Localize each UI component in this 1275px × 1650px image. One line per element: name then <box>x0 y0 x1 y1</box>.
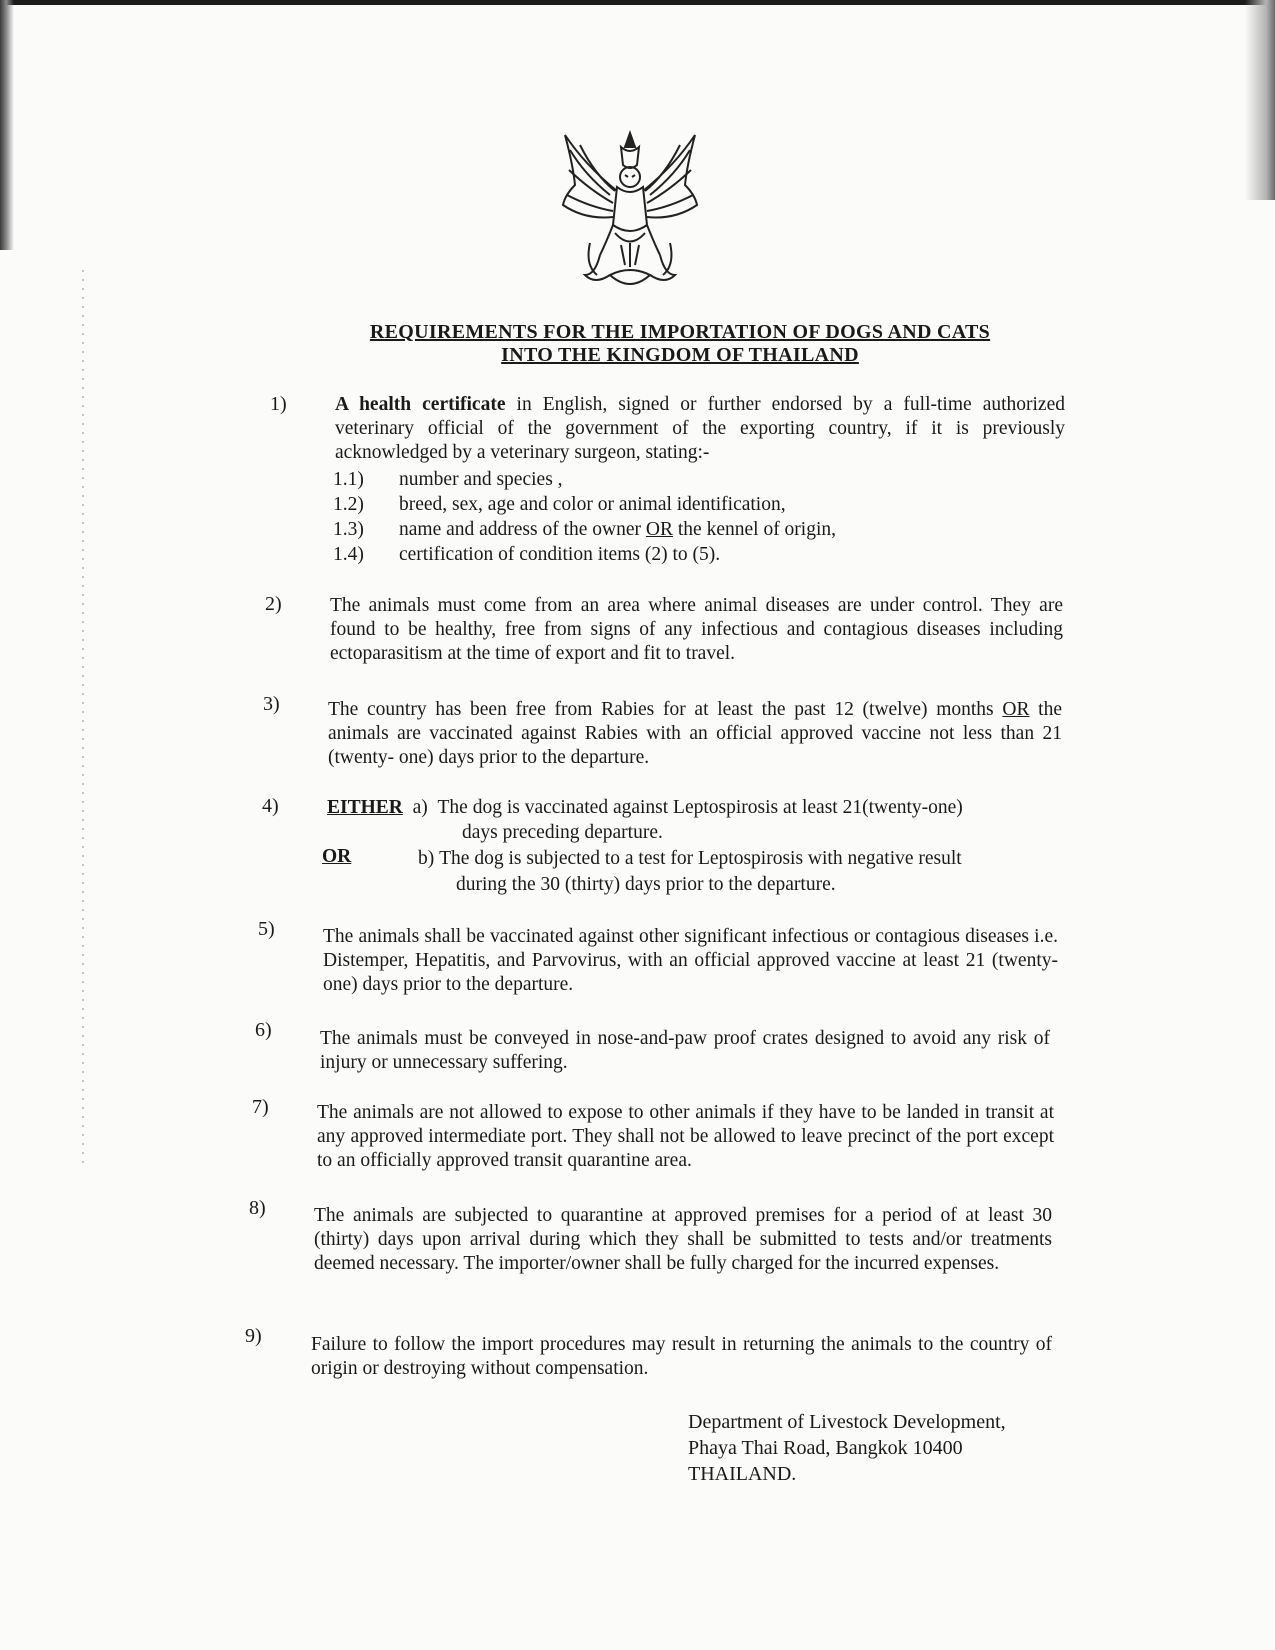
item-number: 1) <box>270 393 287 415</box>
subitem-text: name and address of the owner <box>399 519 646 540</box>
subitem-number: 1.1) <box>333 469 364 490</box>
subitem-text: number and species , <box>399 469 563 490</box>
item-text: The animals are not allowed to expose to other animals if they have to be landed in transit at any approved intermediate port. They shall not be allowed to leave precinct of the port except to an officially approved transit quarantine area. <box>317 1102 1054 1171</box>
subitem-text: breed, sex, age and color or animal identification, <box>399 494 786 515</box>
signature-line3: THAILAND. <box>688 1463 797 1485</box>
item-text <box>335 393 1065 465</box>
option-b-text: The dog is subjected to a test for Leptospirosis with negative result <box>439 848 962 869</box>
item-body: in English, signed or further endorsed by a full-time authorized veterinary official of the government of the exporting country, if it is previously acknowledged by a veterinary surgeon, stating:- <box>335 394 1065 463</box>
item-body: The country has been free from Rabies for at least the past 12 (twelve) months <box>328 699 1003 720</box>
document-title-line1: REQUIREMENTS FOR THE IMPORTATION OF DOGS AND CATS <box>369 321 991 343</box>
signature-line2: Phaya Thai Road, Bangkok 10400 <box>688 1437 963 1459</box>
item-or: OR <box>1002 699 1030 720</box>
subitem-number: 1.3) <box>333 519 364 540</box>
option-a-text: The dog is vaccinated against Leptospirosis at least 21(twenty-one) <box>437 797 963 818</box>
scan-shadow-left <box>0 0 14 250</box>
item-number: 3) <box>263 693 280 715</box>
item-4-option-b <box>418 847 962 871</box>
subitem-1-4 <box>333 543 720 567</box>
item-text: The animals shall be vaccinated against other significant infectious or contagious diseases i.e. Distemper, Hepatitis, and Parvovirus, with an official approved vaccine at least 21 (twenty-one) days prior to the departure. <box>323 926 1058 995</box>
subitem-or: OR <box>645 519 674 540</box>
item-number: 4) <box>262 795 279 817</box>
subitem-1-2 <box>333 493 786 517</box>
scan-shadow-right <box>1245 0 1275 200</box>
item-text: The animals must come from an area where animal diseases are under control. They are found to be healthy, free from signs of any infectious and contagious diseases including ectoparasitism at the time of export and fit to travel. <box>330 595 1063 664</box>
subitem-text-end: the kennel of origin, <box>673 519 837 540</box>
item-4-option-a <box>327 796 963 820</box>
item-number: 8) <box>249 1197 266 1219</box>
signature-line1: Department of Livestock Development, <box>688 1411 1006 1433</box>
item-lead: A health certificate <box>335 394 506 415</box>
option-a-text-line2: days preceding departure. <box>462 822 663 843</box>
subitem-text: certification of condition items (2) to (5). <box>399 544 721 565</box>
scan-border-top <box>0 0 1275 5</box>
document-title-line2: INTO THE KINGDOM OF THAILAND <box>501 344 859 366</box>
or-label: OR <box>322 846 352 867</box>
item-text <box>328 698 1062 770</box>
subitem-number: 1.4) <box>333 544 364 565</box>
item-number: 9) <box>245 1325 262 1347</box>
item-body-end: the animals are vaccinated against Rabies with an official approved vaccine not less than 21 (twenty- one) days prior to the departure. <box>328 699 1062 768</box>
subitem-1-1 <box>333 468 563 492</box>
item-number: 7) <box>252 1096 269 1118</box>
item-number: 6) <box>255 1019 272 1041</box>
option-b-text-line2: during the 30 (thirty) days prior to the departure. <box>456 874 836 895</box>
scan-margin-dots <box>82 270 84 1170</box>
subitem-number: 1.2) <box>333 494 364 515</box>
item-number: 5) <box>258 918 275 940</box>
signature-block <box>688 1409 1006 1487</box>
garuda-emblem-icon <box>555 125 705 295</box>
subitem-1-3 <box>333 518 836 542</box>
item-text: The animals are subjected to quarantine at approved premises for a period of at least 30 (thirty) days upon arrival during which they shall be submitted to tests and/or treatments deemed necessary. The importer/owner shall be fully charged for the incurred expenses. <box>314 1205 1052 1274</box>
item-number: 2) <box>265 593 282 615</box>
item-text: Failure to follow the import procedures may result in returning the animals to the country of origin or destroying without compensation. <box>311 1334 1052 1379</box>
item-text: The animals must be conveyed in nose-and-paw proof crates designed to avoid any risk of injury or unnecessary suffering. <box>320 1028 1050 1073</box>
either-label: EITHER <box>327 797 403 818</box>
option-b-label: b) <box>418 848 435 869</box>
option-a-label: a) <box>412 797 428 818</box>
